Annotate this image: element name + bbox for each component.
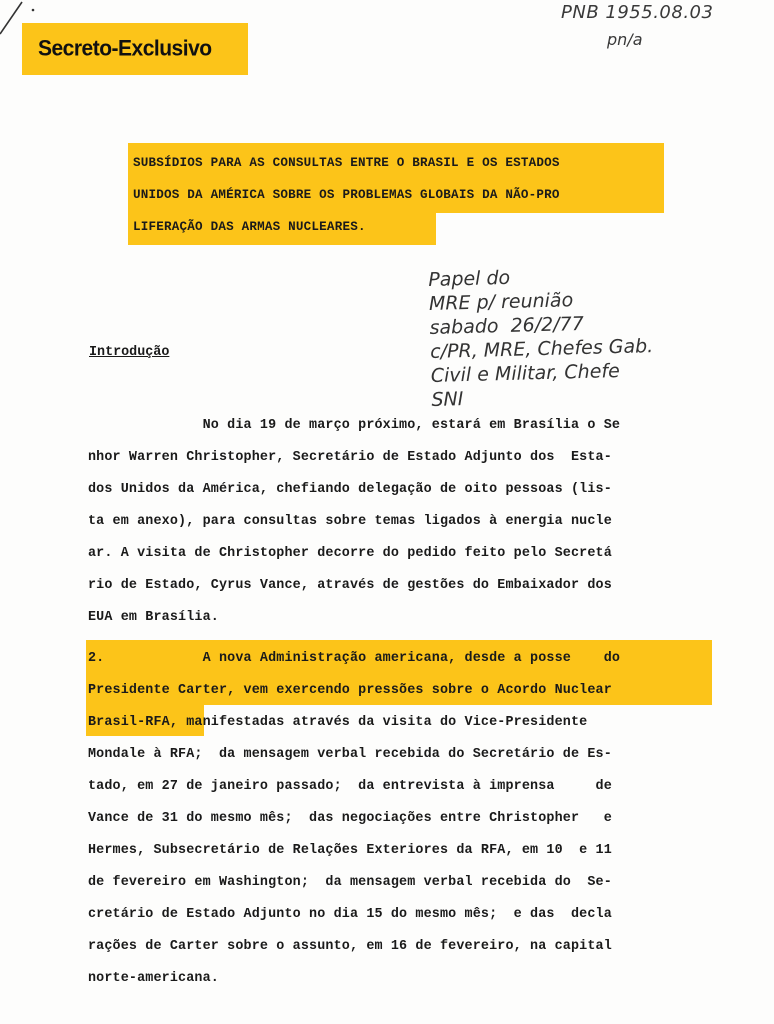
note-line: MRE p/ reunião — [428, 289, 574, 315]
paragraph-line: Vance de 31 do mesmo mês; das negociações entre Christopher e — [88, 811, 612, 826]
document-title — [133, 147, 673, 243]
paragraph-1 — [88, 410, 712, 634]
paragraph-line: No dia 19 de março próximo, estará em Brasília o Se — [88, 418, 621, 433]
note-line: Civil e Militar, Chefe — [430, 360, 621, 387]
paragraph-2 — [88, 643, 712, 995]
handwritten-reference-number: PNB 1955.08.03 — [561, 2, 714, 23]
handwritten-note — [428, 262, 655, 412]
note-line: sabado 26/2/77 — [429, 312, 585, 339]
paragraph-line: cretário de Estado Adjunto no dia 15 do mesmo mês; e das decla — [88, 907, 612, 922]
classification-label: Secreto-Exclusivo — [38, 36, 212, 61]
paragraph-line: Brasil-RFA, manifestadas através da visita do Vice-Presidente — [88, 715, 588, 730]
title-line: SUBSÍDIOS PARA AS CONSULTAS ENTRE O BRASIL E OS ESTADOS — [133, 156, 560, 170]
paragraph-line: ar. A visita de Christopher decorre do pedido feito pelo Secretá — [88, 546, 612, 561]
paragraph-line: tado, em 27 de janeiro passado; da entrevista à imprensa de — [88, 779, 612, 794]
paragraph-line: rio de Estado, Cyrus Vance, através de gestões do Embaixador dos — [88, 578, 612, 593]
title-line: UNIDOS DA AMÉRICA SOBRE OS PROBLEMAS GLOBAIS DA NÃO-PRO — [133, 188, 560, 202]
paragraph-line: norte-americana. — [88, 971, 219, 986]
paragraph-line: rações de Carter sobre o assunto, em 16 de fevereiro, na capital — [88, 939, 612, 954]
paragraph-line: Hermes, Subsecretário de Relações Exteriores da RFA, em 10 e 11 — [88, 843, 612, 858]
note-line: c/PR, MRE, Chefes Gab. — [429, 335, 654, 363]
note-line: SNI — [431, 388, 464, 411]
note-line: Papel do — [428, 266, 511, 291]
paragraph-line: dos Unidos da América, chefiando delegação de oito pessoas (lis- — [88, 482, 612, 497]
paragraph-line: nhor Warren Christopher, Secretário de Estado Adjunto dos Esta- — [88, 450, 612, 465]
handwritten-reference-code: pn/a — [607, 30, 643, 49]
paragraph-line: Mondale à RFA; da mensagem verbal recebida do Secretário de Es- — [88, 747, 612, 762]
paragraph-line: de fevereiro em Washington; da mensagem verbal recebida do Se- — [88, 875, 612, 890]
paragraph-line: 2. A nova Administração americana, desde a posse do — [88, 651, 621, 666]
section-heading: Introdução — [89, 345, 170, 360]
title-line: LIFERAÇÃO DAS ARMAS NUCLEARES. — [133, 220, 366, 234]
paragraph-line: EUA em Brasília. — [88, 610, 219, 625]
paragraph-line: ta em anexo), para consultas sobre temas ligados à energia nucle — [88, 514, 612, 529]
paragraph-line: Presidente Carter, vem exercendo pressões sobre o Acordo Nuclear — [88, 683, 612, 698]
classification-stamp — [22, 23, 248, 75]
